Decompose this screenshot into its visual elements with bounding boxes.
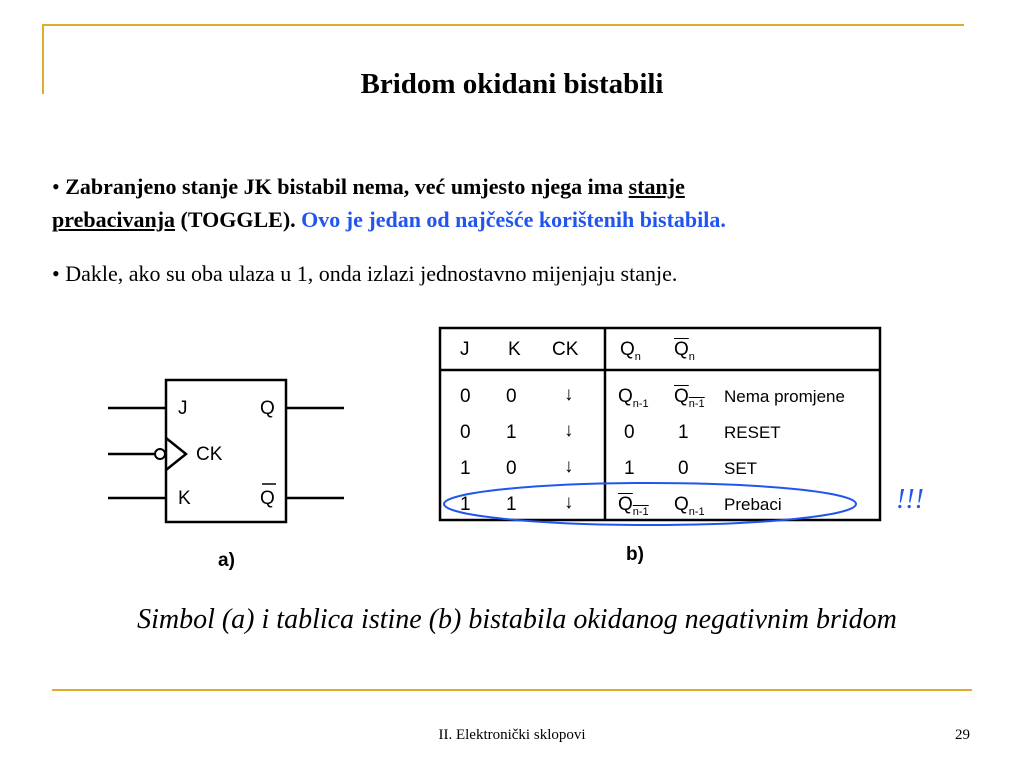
symbol-j-label: J xyxy=(178,398,188,419)
bullet-1 xyxy=(52,170,952,236)
page-number: 29 xyxy=(955,727,970,743)
negation-bubble xyxy=(155,449,165,459)
footer-text: II. Elektronički sklopovi xyxy=(438,727,586,743)
bullet-1-toggle-text: (TOGGLE). xyxy=(180,207,296,232)
row3-k: 0 xyxy=(506,458,517,479)
top-border-line xyxy=(42,24,964,26)
figure-caption: Simbol (a) i tablica istine (b) bistabila okidanog negativnim bridom xyxy=(137,604,897,635)
row4-qbar: $Q_{n-1}$ xyxy=(674,494,705,518)
row1-j: 0 xyxy=(460,386,471,407)
row3-q: 1 xyxy=(624,458,635,479)
row3-j: 1 xyxy=(460,458,471,479)
header-k: K xyxy=(508,339,521,360)
exclamation-marks: !!! xyxy=(896,484,924,515)
bullet-2: • Dakle, ako su oba ulaza u 1, onda izlazi jednostavno mijenjaju stanje. xyxy=(52,261,678,286)
bullet-1-bold-text: Zabranjeno stanje JK bistabil nema, već umjesto njega ima xyxy=(65,174,624,199)
header-j: J xyxy=(460,339,470,360)
row4-k: 1 xyxy=(506,494,517,515)
symbol-q-label: Q xyxy=(260,398,275,419)
row1-q: $Q_{n-1}$ xyxy=(618,386,649,410)
truth-table xyxy=(438,326,938,576)
row4-j: 1 xyxy=(460,494,471,515)
row4-q: $\overline{Q}_{n-1}$ xyxy=(618,494,649,518)
jk-flipflop-symbol xyxy=(100,370,360,580)
header-qbar-n: $\overline{Q}_n$ xyxy=(674,339,695,363)
header-qn: $Q_n$ xyxy=(620,339,641,363)
row3-ck-falling-edge: ↓ xyxy=(564,456,574,477)
symbol-qbar-label: Q xyxy=(260,488,275,509)
bottom-divider-line xyxy=(52,689,972,691)
row3-qbar: 0 xyxy=(678,458,689,479)
row1-ck-falling-edge: ↓ xyxy=(564,384,574,405)
row3-description: SET xyxy=(724,459,758,478)
row4-description: Prebaci xyxy=(724,495,782,514)
row2-ck-falling-edge: ↓ xyxy=(564,420,574,441)
bullet-1-blue-text: Ovo je jedan od najčešće korištenih bistabila. xyxy=(301,207,726,232)
symbol-k-label: K xyxy=(178,488,191,509)
row1-description: Nema promjene xyxy=(724,387,845,406)
row2-q: 0 xyxy=(624,422,635,443)
row4-ck-falling-edge: ↓ xyxy=(564,492,574,513)
header-ck: CK xyxy=(552,339,579,360)
row2-description: RESET xyxy=(724,423,781,442)
bullet-1-underlined-word-2: prebacivanja xyxy=(52,207,176,232)
row1-qbar: $\overline{Q}_{n-1}$ xyxy=(674,386,705,410)
bullet-dot: • xyxy=(52,174,60,199)
row2-j: 0 xyxy=(460,422,471,443)
row2-k: 1 xyxy=(506,422,517,443)
symbol-ck-label: CK xyxy=(196,444,223,465)
symbol-caption-a: a) xyxy=(218,550,235,571)
flipflop-symbol-drawing xyxy=(100,370,360,530)
clock-triangle xyxy=(166,438,186,470)
row1-k: 0 xyxy=(506,386,517,407)
bullet-1-underlined-word-1: stanje xyxy=(628,174,685,199)
row2-qbar: 1 xyxy=(678,422,689,443)
table-caption-b: b) xyxy=(626,544,644,565)
slide-title: Bridom okidani bistabili xyxy=(360,68,664,100)
